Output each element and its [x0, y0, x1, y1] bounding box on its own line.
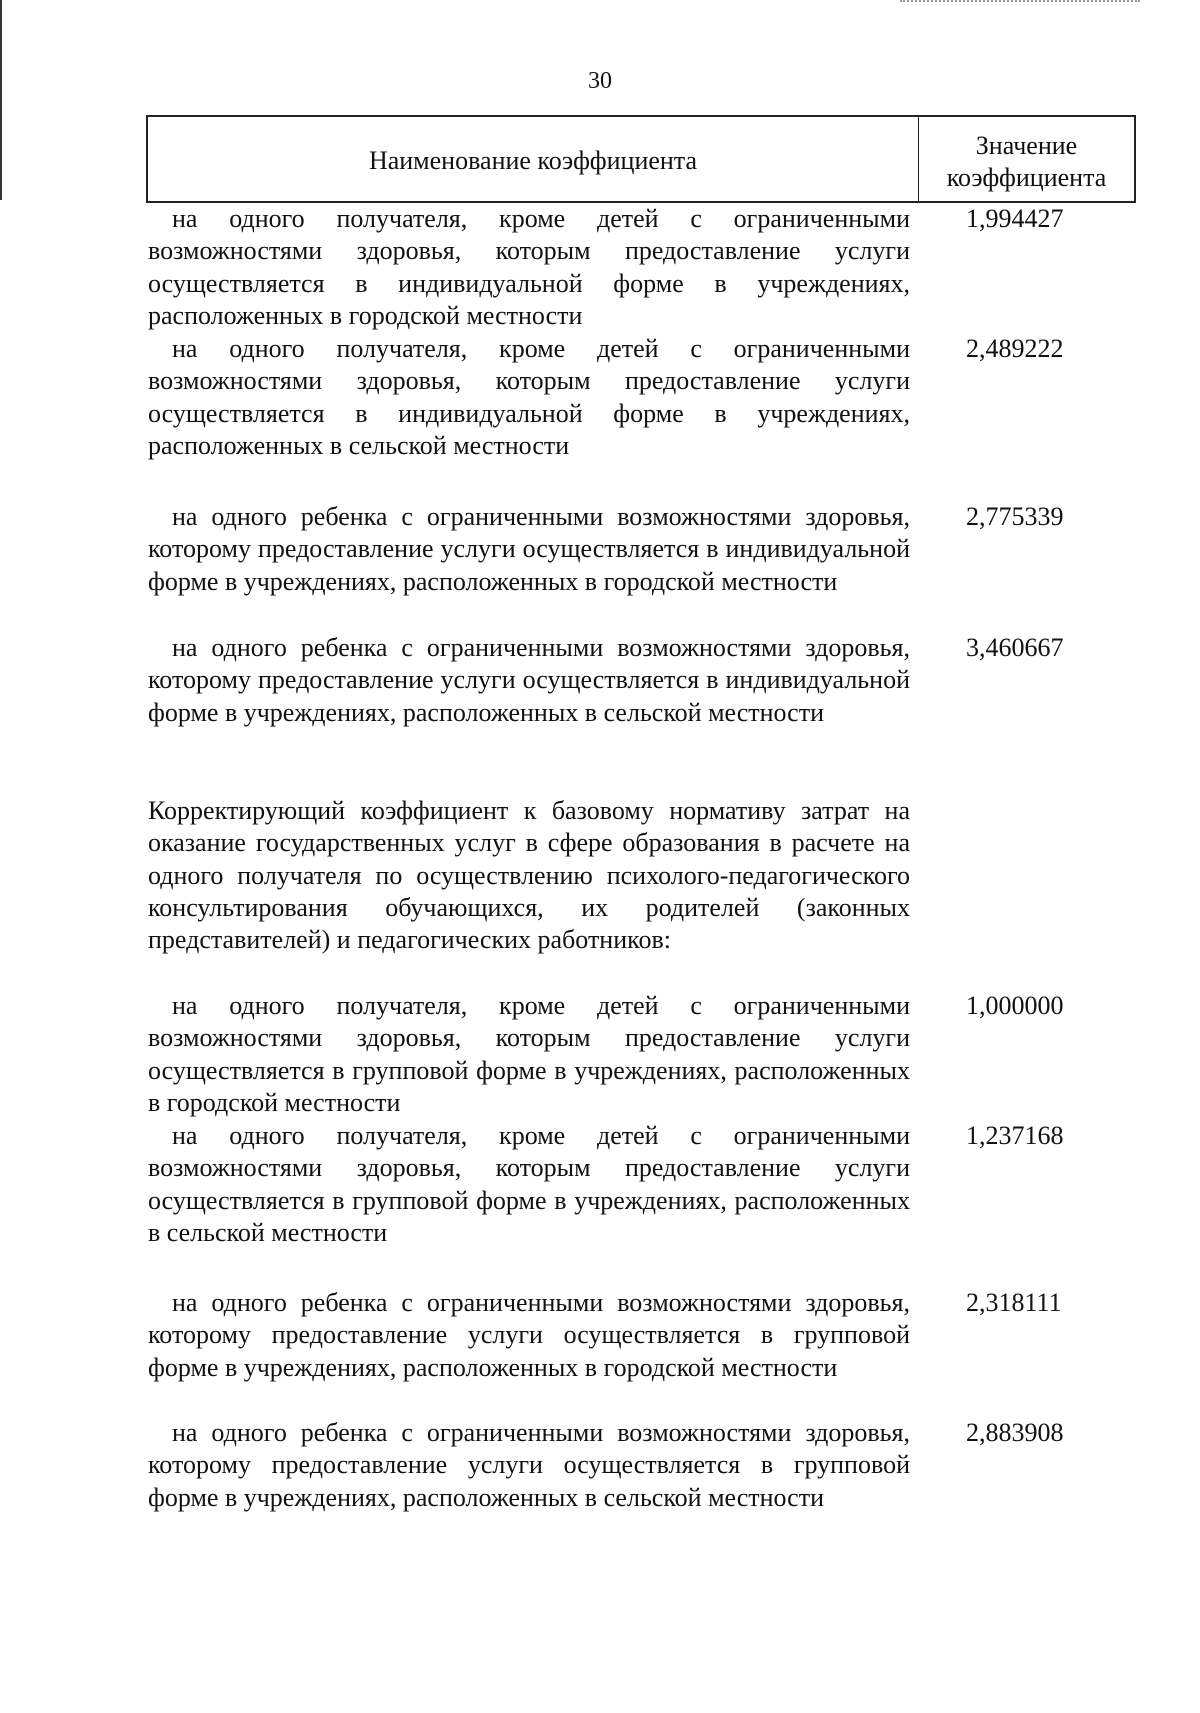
scan-edge-mark — [0, 0, 6, 200]
coefficient-description: на одного ребенка с ограниченными возможностями здоровья, которому предоставление услуги осуществляется в групповой форме в учреждениях, расположенных в городской местности — [148, 1288, 910, 1382]
coefficient-description: на одного получателя, кроме детей с ограниченными возможностями здоровья, которым предоставление услуги осуществляется в групповой форме в учреждениях, расположенных в городской местности — [148, 991, 910, 1117]
scan-top-rule — [900, 0, 1140, 2]
table-header — [146, 115, 1136, 203]
coefficient-value: 1,000000 — [966, 991, 1064, 1020]
coefficient-value: 2,775339 — [966, 502, 1064, 531]
coefficient-value: 2,489222 — [966, 334, 1064, 363]
header-value-line1: Значение — [975, 131, 1078, 160]
section-heading: Корректирующий коэффициент к базовому нормативу затрат на оказание государственных услуг в сфере образования в расчете на одного получателя по осуществлению психолого-педагогического консультирования обучающихся, их родителей (законных представителей) и педагогических работников: — [148, 796, 910, 955]
coefficient-value: 2,883908 — [966, 1418, 1064, 1447]
coefficient-description: на одного ребенка с ограниченными возможностями здоровья, которому предоставление услуги осуществляется в индивидуальной форме в учреждениях, расположенных в сельской местности — [148, 633, 910, 727]
coefficient-value: 1,994427 — [966, 204, 1064, 233]
header-value-column — [919, 130, 1134, 194]
coefficient-value: 2,318111 — [966, 1288, 1062, 1317]
page-number: 30 — [588, 68, 612, 94]
coefficient-description: на одного получателя, кроме детей с ограниченными возможностями здоровья, которым предоставление услуги осуществляется в индивидуальной форме в учреждениях, расположенных в городской местности — [148, 204, 910, 330]
coefficient-description: на одного ребенка с ограниченными возможностями здоровья, которому предоставление услуги осуществляется в групповой форме в учреждениях, расположенных в сельской местности — [148, 1418, 910, 1512]
coefficient-description: на одного получателя, кроме детей с ограниченными возможностями здоровья, которым предоставление услуги осуществляется в групповой форме в учреждениях, расположенных в сельской местности — [148, 1121, 910, 1247]
coefficient-description: на одного получателя, кроме детей с ограниченными возможностями здоровья, которым предоставление услуги осуществляется в индивидуальной форме в учреждениях, расположенных в сельской местности — [148, 334, 910, 460]
coefficient-value: 3,460667 — [966, 633, 1064, 662]
coefficient-value: 1,237168 — [966, 1121, 1064, 1150]
header-value-line2: коэффициента — [946, 163, 1107, 192]
coefficient-description: на одного ребенка с ограниченными возможностями здоровья, которому предоставление услуги осуществляется в индивидуальной форме в учреждениях, расположенных в городской местности — [148, 502, 910, 596]
header-name-column: Наименование коэффициента — [368, 146, 698, 175]
